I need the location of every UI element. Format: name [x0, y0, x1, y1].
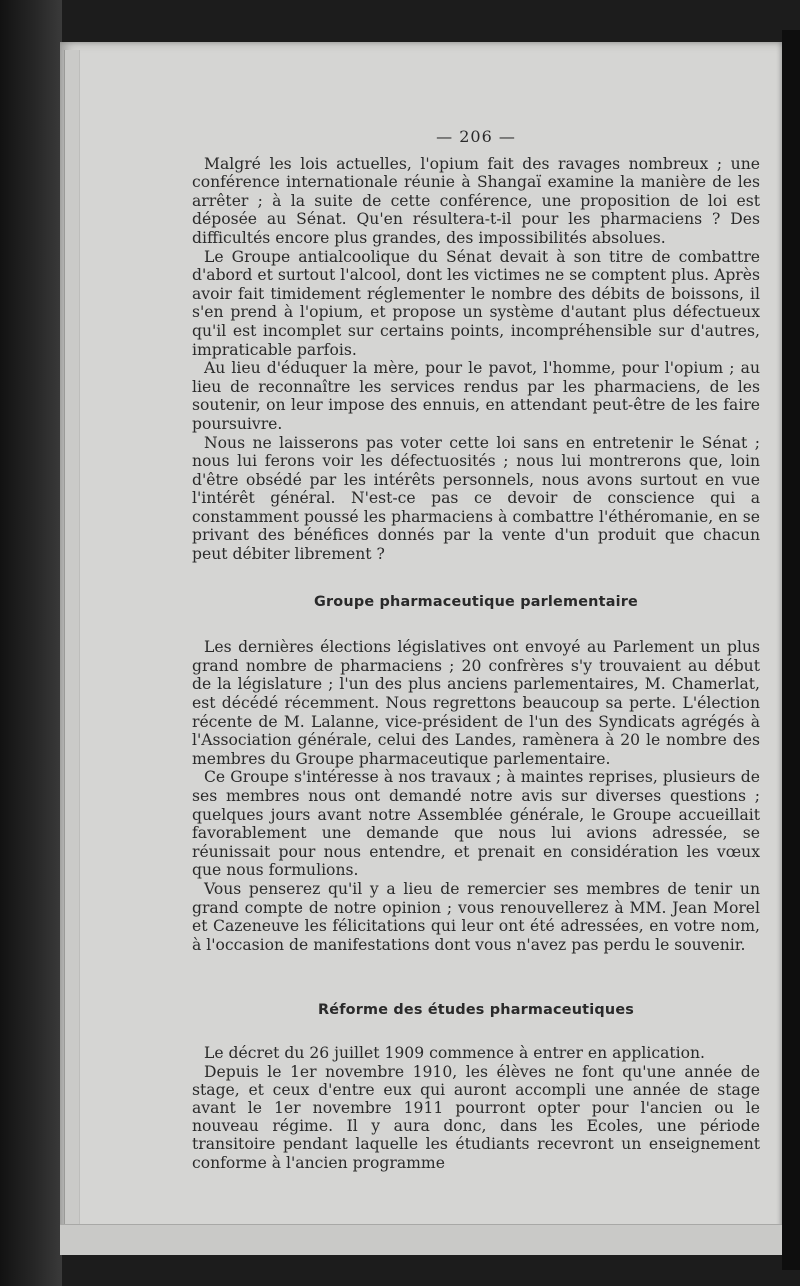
paragraph: Nous ne laisserons pas voter cette loi sans en entretenir le Sénat ; nous lui ferons voir les défectuosités ; nous lui montrerons que, loin d'être obsédé par les intérêts personnels, nous avons surtout en vue l'intérêt général. N'est-ce pas ce devoir de conscience qui a constamment poussé les pharmaciens à combattre l'éthéromanie, en se privant des bénéfices donnés par la vente d'un produit que chacun peut débiter librement ? — [192, 433, 760, 564]
section-heading: Réforme des études pharmaceutiques — [317, 1002, 635, 1019]
paragraph: Le décret du 26 juillet 1909 commence à entrer en application. — [204, 1043, 706, 1062]
paragraph: Les dernières élections législatives ont envoyé au Parlement un plus grand nombre de pharmaciens ; 20 confrères s'y trouvaient au début de la législature ; l'un des plus anciens parlementaires, M. Chamerlat, est décédé récemment. Nous regrettons beaucoup sa perte. L'élection récente de M. Lalanne, vice-président de l'un des Syndicats agrégés à l'Association générale, celui des Landes, ramènera à 20 le nombre des membres du Groupe pharmaceutique parlementaire. — [192, 638, 760, 768]
page-text — [192, 128, 760, 1172]
page-number: — 206 — — [436, 127, 516, 146]
page-bottom-fold — [60, 1224, 782, 1255]
paragraph: Au lieu d'éduquer la mère, pour le pavot, l'homme, pour l'opium ; au lieu de reconnaître les services rendus par les pharmaciens, de les soutenir, on leur impose des ennuis, en attendant peut-être de les faire poursuivre. — [192, 359, 760, 433]
section-opium — [192, 155, 760, 564]
book-spine-shadow — [0, 0, 62, 1286]
paragraph: Depuis le 1er novembre 1910, les élèves ne font qu'une année de stage, et ceux d'entre eux qui auront accompli une année de stage avant le 1er novembre 1911 pourront opter pour l'ancien ou le nouveau régime. Il y aura donc, dans les Ecoles, une période transitoire pendant laquelle les étudiants recevront un enseignement conforme à l'ancien programme — [192, 1062, 760, 1172]
paragraph: Le Groupe antialcoolique du Sénat devait à son titre de combattre d'abord et surtout l'alcool, dont les victimes ne se comptent plus. Après avoir fait timidement réglementer le nombre des débits de boissons, il s'en prend à l'opium, et propose un système d'autant plus défectueux qu'il est incomplet sur certains points, incompréhensible sur d'autres, impraticable parfois. — [192, 247, 760, 359]
section-groupe-parlementaire — [192, 638, 760, 954]
paragraph: Vous penserez qu'il y a lieu de remercier ses membres de tenir un grand compte de notre opinion ; vous renouvellerez à MM. Jean Morel et Cazeneuve les félicitations qui leur ont été adressées, en votre nom, à l'occasion de manifestations dont vous n'avez pas perdu le souvenir. — [192, 879, 760, 954]
section-reforme-etudes — [192, 1044, 760, 1172]
section-heading: Groupe pharmaceutique parlementaire — [313, 593, 638, 610]
paragraph: Ce Groupe s'intéresse à nos travaux ; à maintes reprises, plusieurs de ses membres nous ont demandé notre avis sur diverses questions ; quelques jours avant notre Assemblée générale, le Groupe accueillait favorablement une demande que nous lui avions adressée, se réunissait pour nous entendre, et prenait en considération les vœux que nous formulions. — [192, 768, 760, 880]
paragraph: Malgré les lois actuelles, l'opium fait des ravages nombreux ; une conférence internationale réunie à Shangaï examine la manière de les arrêter ; à la suite de cette conférence, une proposition de loi est déposée au Sénat. Qu'en résultera-t-il pour les pharmaciens ? Des difficultés encore plus grandes, des impossibilités absolues. — [192, 154, 760, 247]
page-right-edge — [782, 30, 800, 1270]
